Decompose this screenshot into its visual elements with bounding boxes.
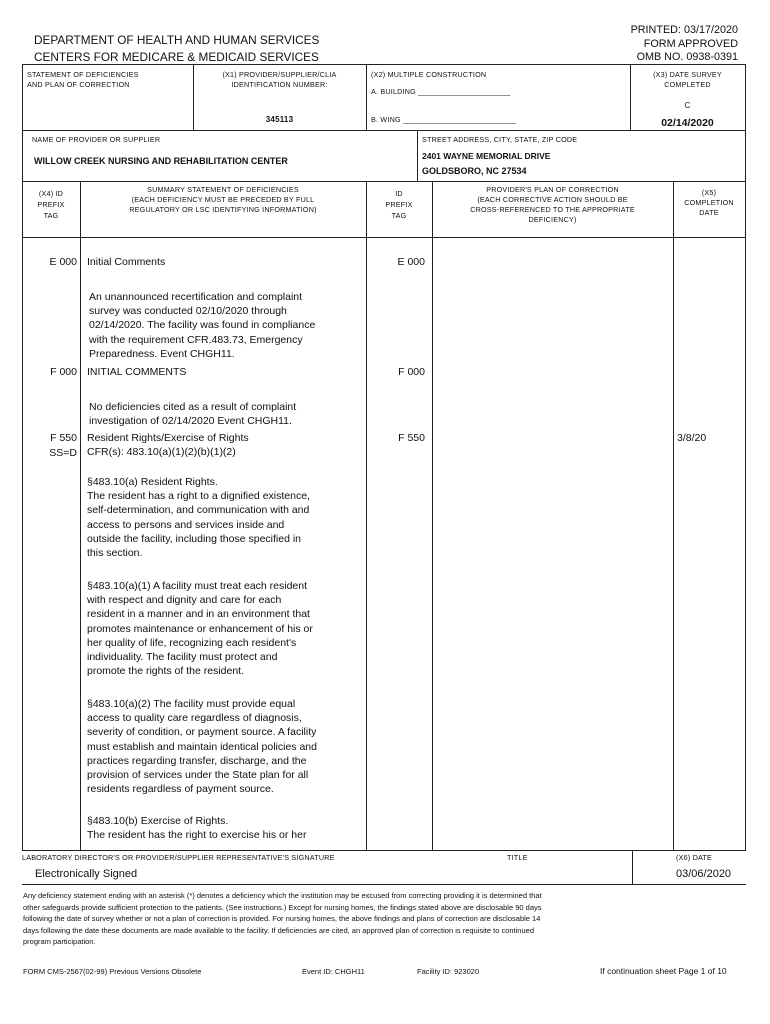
rule — [432, 181, 433, 850]
col-summary-header: SUMMARY STATEMENT OF DEFICIENCIES (EACH DEFICIENCY MUST BE PRECEDED BY FULL REGULATORY OR LSC IDENTIFYING INFORMATION) — [129, 185, 317, 214]
x3-label: (X3) DATE SURVEY COMPLETED — [653, 70, 722, 89]
wing-label: B. WING ___________________________ — [371, 115, 517, 124]
x1-label: (X1) PROVIDER/SUPPLIER/CLIA IDENTIFICATION NUMBER: — [222, 70, 337, 89]
x2-label: (X2) MULTIPLE CONSTRUCTION — [371, 70, 487, 79]
building-label: A. BUILDING ______________________ — [371, 87, 511, 96]
form-id: FORM CMS-2567(02-99) Previous Versions Obsolete — [23, 967, 202, 976]
survey-completed-date: 02/14/2020 — [661, 117, 714, 129]
signature-value: Electronically Signed — [35, 868, 138, 880]
title-label: TITLE — [507, 853, 528, 862]
f000-id-tag: F 000 — [398, 366, 425, 378]
rule — [22, 181, 746, 182]
f550-paragraph-2: §483.10(a)(1) A facility must treat each resident with respect and dignity and care for each resident in a manner and in an environment that promotes maintenance or enhancement of his or her quality of life, recognizing each resident's individuality. The facility must protect and promote the rights of the resident. — [87, 580, 313, 678]
rule — [22, 850, 746, 851]
rule — [632, 850, 633, 884]
rule — [673, 181, 674, 850]
col-plan-header: PROVIDER'S PLAN OF CORRECTION (EACH CORRECTIVE ACTION SHOULD BE CROSS-REFERENCED TO THE APPROPRIATE DEFICIENCY) — [470, 185, 635, 224]
e000-body: An unannounced recertification and complaint survey was conducted 02/10/2020 through 02/14/2020. The facility was found in compliance with the requirement CFR.483.73, Emergency Preparedness. Event CHGH11. — [89, 291, 316, 360]
signature-date-label: (X6) DATE — [676, 853, 713, 862]
f550-id-tag: F 550 — [398, 432, 425, 444]
col-id-header: ID PREFIX TAG — [385, 189, 413, 220]
address-line-2: GOLDSBORO, NC 27534 — [422, 166, 527, 176]
e000-title: Initial Comments — [87, 256, 166, 268]
disclaimer: Any deficiency statement ending with an asterisk (*) denotes a deficiency which the institution may be excused from correcting providing it is determined that other safeguards provide sufficient protection to the patients. (See instructions.) Except for nursing homes, the findings stated above are disclosable 90 days following the date of survey whether or not a plan of correction is provided. For nursing homes, the above findings and plans of correction are disclosable 14 days following the date these documents are made available to the facility. If deficiencies are cited, an approved plan of correction is requisite to continued program participation. — [23, 891, 542, 947]
provider-number: 345113 — [265, 115, 294, 124]
statement-label: STATEMENT OF DEFICIENCIES AND PLAN OF CORRECTION — [27, 70, 139, 89]
rule — [80, 181, 81, 850]
rule — [417, 130, 418, 181]
rule — [22, 884, 746, 885]
f550-title: Resident Rights/Exercise of Rights — [87, 432, 249, 444]
continuation-page: If continuation sheet Page 1 of 10 — [600, 966, 727, 976]
agency-line-1: DEPARTMENT OF HEALTH AND HUMAN SERVICES — [34, 33, 320, 47]
f000-body: No deficiencies cited as a result of complaint investigation of 02/14/2020 Event CHGH11. — [89, 401, 297, 428]
facility-id: Facility ID: 923020 — [417, 967, 480, 976]
signature-date: 03/06/2020 — [676, 868, 732, 880]
border-right — [745, 64, 746, 850]
f550-cfr: CFR(s): 483.10(a)(1)(2)(b)(1)(2) — [87, 446, 236, 458]
rule — [366, 64, 367, 130]
f550-paragraph-3: §483.10(a)(2) The facility must provide equal access to quality care regardless of diagnosis, severity of condition, or payment source. A facility must establish and maintain identical policies and practices regarding transfer, discharge, and the provision of services under the State plan for all residents regardless of payment source. — [87, 698, 317, 796]
printed-date: PRINTED: 03/17/2020 — [630, 24, 738, 36]
provider-name-label: NAME OF PROVIDER OR SUPPLIER — [32, 135, 161, 144]
f550-scope-severity: SS=D — [49, 447, 77, 459]
provider-name: WILLOW CREEK NURSING AND REHABILITATION CENTER — [34, 156, 288, 166]
address-label: STREET ADDRESS, CITY, STATE, ZIP CODE — [422, 135, 578, 144]
f550-paragraph-4: §483.10(b) Exercise of Rights. The resident has the right to exercise his or her — [87, 815, 307, 842]
rule — [22, 130, 746, 131]
f000-title: INITIAL COMMENTS — [87, 366, 187, 378]
rule — [366, 181, 367, 850]
f000-tag: F 000 — [50, 366, 77, 378]
omb-number: OMB NO. 0938-0391 — [636, 51, 738, 63]
form-approved: FORM APPROVED — [643, 38, 738, 50]
col-x5-header: (X5) COMPLETION DATE — [684, 188, 734, 217]
f550-completion-date: 3/8/20 — [677, 432, 707, 444]
f550-tag: F 550 — [50, 432, 77, 444]
event-id: Event ID: CHGH11 — [302, 967, 365, 976]
rule — [22, 64, 746, 65]
signature-label: LABORATORY DIRECTOR'S OR PROVIDER/SUPPLIER REPRESENTATIVE'S SIGNATURE — [22, 853, 335, 862]
f550-paragraph-1: §483.10(a) Resident Rights. The resident has a right to a dignified existence, self-determination, and communication with and access to persons and services inside and outside the facility, including those specified in this section. — [87, 476, 310, 560]
rule — [22, 237, 746, 238]
e000-id-tag: E 000 — [397, 256, 425, 268]
agency-line-2: CENTERS FOR MEDICARE & MEDICAID SERVICES — [34, 50, 319, 64]
address-line-1: 2401 WAYNE MEMORIAL DRIVE — [422, 151, 551, 161]
col-x4-header: (X4) ID PREFIX TAG — [37, 189, 65, 220]
survey-code: C — [684, 101, 691, 110]
e000-tag: E 000 — [49, 256, 77, 268]
